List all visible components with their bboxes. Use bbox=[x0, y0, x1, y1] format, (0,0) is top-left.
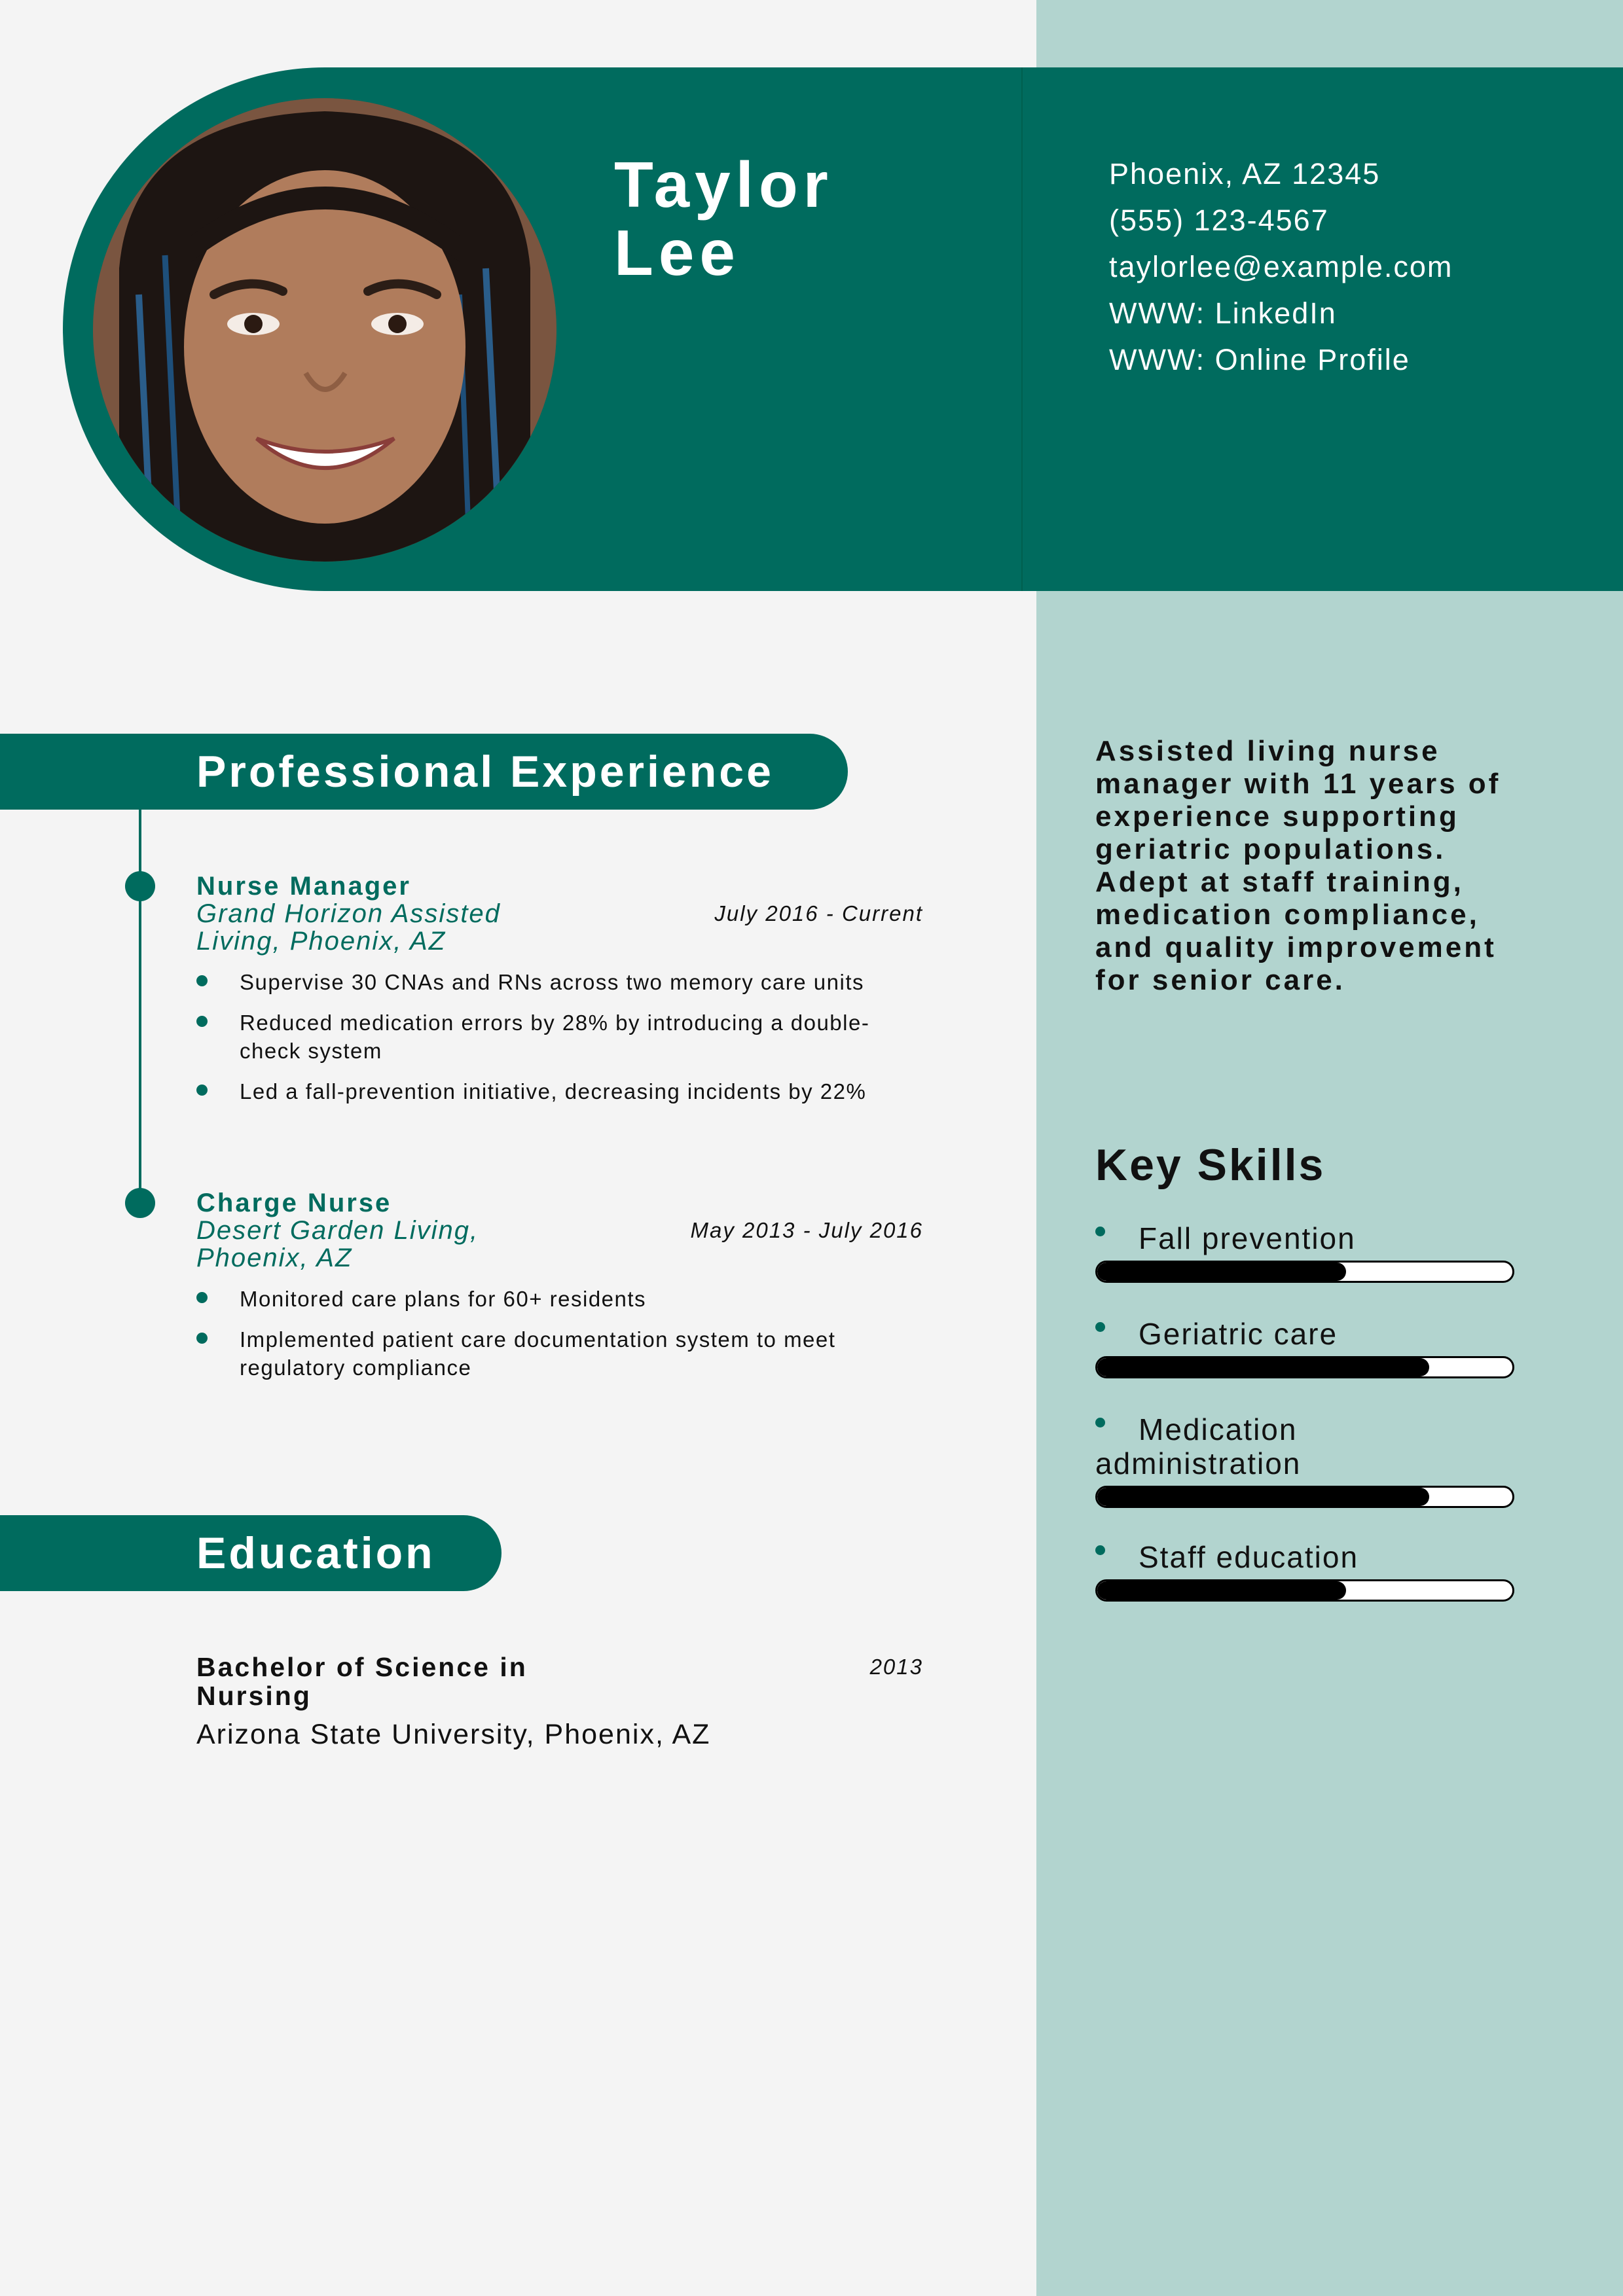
bullet-text: Reduced medication errors by 28% by introducing a double-check system bbox=[240, 1011, 870, 1063]
skill-name: Geriatric care bbox=[1139, 1317, 1338, 1351]
education-heading: Education bbox=[196, 1528, 435, 1578]
degree: Bachelor of Science in Nursing bbox=[196, 1652, 528, 1711]
experience-heading: Professional Experience bbox=[196, 747, 774, 797]
job-bullet bbox=[196, 1009, 923, 1065]
bullet-dot-icon bbox=[1095, 1322, 1105, 1332]
job-title: Charge Nurse bbox=[196, 1189, 392, 1217]
skills-heading: Key Skills bbox=[1095, 1140, 1326, 1190]
last-name: Lee bbox=[614, 217, 740, 289]
skill-item bbox=[1095, 1317, 1514, 1378]
skill-meter bbox=[1095, 1261, 1514, 1283]
skill-label bbox=[1095, 1540, 1514, 1574]
skill-name: Fall prevention bbox=[1139, 1221, 1356, 1255]
first-name: Taylor bbox=[614, 149, 833, 221]
contact-phone: (555) 123-4567 bbox=[1109, 204, 1329, 237]
contact-address: Phoenix, AZ 12345 bbox=[1109, 157, 1381, 190]
education-entry bbox=[196, 1653, 923, 1751]
bullet-dot-icon bbox=[196, 1085, 208, 1096]
bullet-dot-icon bbox=[196, 1292, 208, 1303]
skill-meter bbox=[1095, 1486, 1514, 1508]
job-employer: Grand Horizon Assisted Living, Phoenix, AZ bbox=[196, 899, 501, 956]
contact-email[interactable]: taylorlee@example.com bbox=[1109, 250, 1453, 283]
bullet-text: Led a fall-prevention initiative, decreasing incidents by 22% bbox=[240, 1079, 867, 1103]
job-title: Nurse Manager bbox=[196, 872, 411, 901]
graduation-year: 2013 bbox=[869, 1655, 923, 1679]
skill-meter-fill bbox=[1097, 1263, 1346, 1281]
contact-profile-link[interactable]: WWW: Online Profile bbox=[1109, 343, 1410, 376]
contact-linkedin-link[interactable]: WWW: LinkedIn bbox=[1109, 296, 1337, 330]
bullet-dot-icon bbox=[196, 975, 208, 986]
bullet-dot-icon bbox=[1095, 1227, 1105, 1236]
school: Arizona State University, Phoenix, AZ bbox=[196, 1719, 711, 1750]
education-section-tab bbox=[0, 1515, 501, 1591]
skill-label bbox=[1095, 1221, 1514, 1255]
bullet-text: Monitored care plans for 60+ residents bbox=[240, 1287, 647, 1311]
job-bullet bbox=[196, 1077, 923, 1105]
skill-meter-fill bbox=[1097, 1581, 1346, 1600]
experience-section-tab bbox=[0, 734, 848, 810]
contact-list bbox=[1109, 151, 1453, 383]
timeline-dot bbox=[125, 871, 155, 901]
timeline-line bbox=[139, 810, 141, 1202]
bullet-dot-icon bbox=[196, 1016, 208, 1027]
skill-item bbox=[1095, 1412, 1514, 1508]
skill-label bbox=[1095, 1412, 1357, 1480]
job-bullet bbox=[196, 968, 923, 996]
bullet-dot-icon bbox=[196, 1333, 208, 1344]
skill-name: Medication administration bbox=[1095, 1412, 1302, 1480]
skill-item bbox=[1095, 1540, 1514, 1602]
job-entry bbox=[196, 872, 923, 1118]
bullet-text: Supervise 30 CNAs and RNs across two memory care units bbox=[240, 970, 864, 994]
skill-meter bbox=[1095, 1579, 1514, 1602]
bullet-dot-icon bbox=[1095, 1418, 1105, 1427]
bullet-dot-icon bbox=[1095, 1545, 1105, 1555]
timeline-dot bbox=[125, 1188, 155, 1218]
job-bullet bbox=[196, 1325, 923, 1382]
job-bullets bbox=[196, 968, 923, 1105]
job-bullets bbox=[196, 1285, 923, 1382]
skill-meter bbox=[1095, 1356, 1514, 1378]
profile-photo bbox=[93, 98, 556, 562]
job-entry bbox=[196, 1189, 923, 1394]
skill-name: Staff education bbox=[1139, 1540, 1359, 1574]
profile-summary: Assisted living nurse manager with 11 years of experience supporting geriatric populations. Adept at staff training, medication compliance, and quality improvement for senior care. bbox=[1095, 735, 1501, 996]
skill-meter-fill bbox=[1097, 1488, 1429, 1506]
portrait-image bbox=[93, 98, 556, 562]
skill-meter-fill bbox=[1097, 1358, 1429, 1376]
job-dates: July 2016 - Current bbox=[714, 901, 923, 925]
skill-label bbox=[1095, 1317, 1514, 1351]
job-employer: Desert Garden Living, Phoenix, AZ bbox=[196, 1216, 479, 1272]
job-dates: May 2013 - July 2016 bbox=[690, 1218, 923, 1242]
skill-item bbox=[1095, 1221, 1514, 1283]
header-divider bbox=[1021, 67, 1023, 591]
candidate-name bbox=[614, 151, 833, 287]
bullet-text: Implemented patient care documentation system to meet regulatory compliance bbox=[240, 1327, 836, 1380]
job-bullet bbox=[196, 1285, 923, 1313]
